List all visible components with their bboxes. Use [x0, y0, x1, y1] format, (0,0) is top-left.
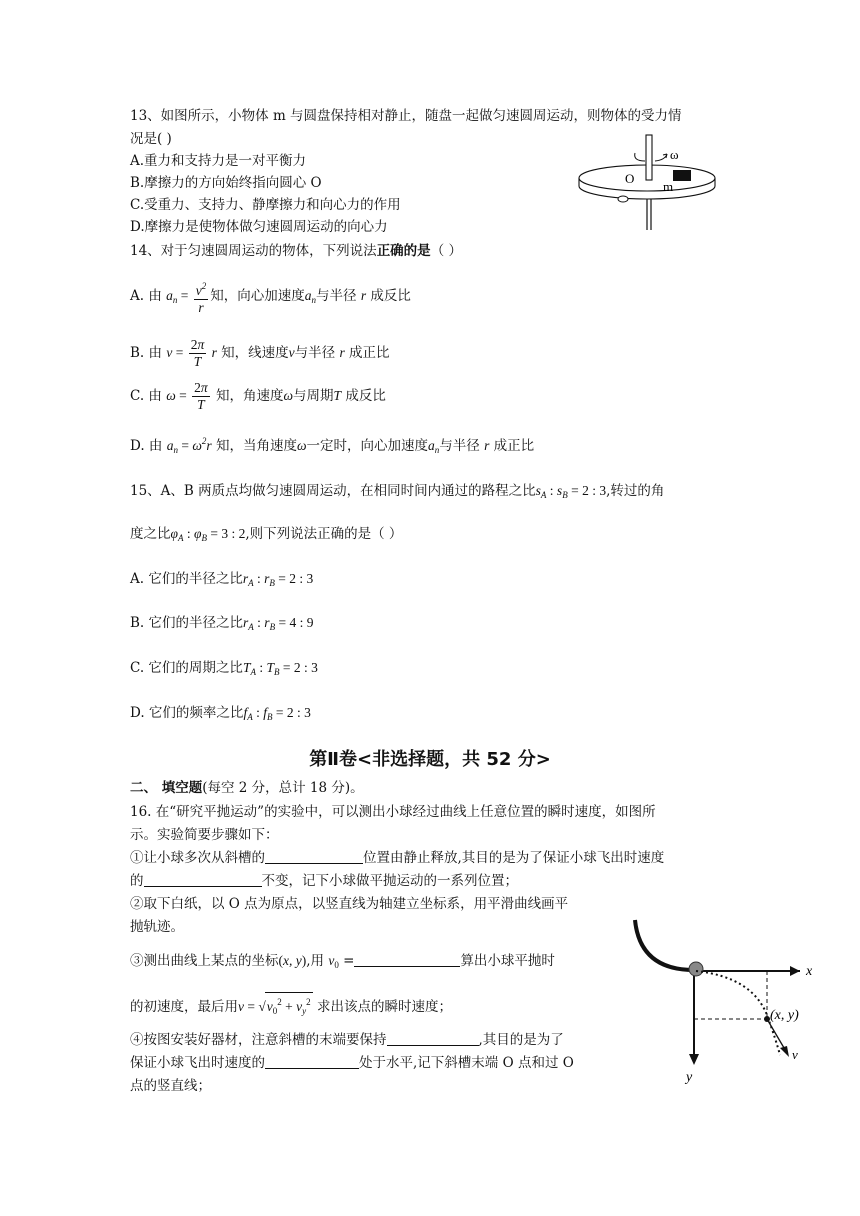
q15-stem-tail2: ,则下列说法正确的是（ ）: [245, 526, 403, 542]
q13-stem-line2: 况是( ): [130, 131, 172, 147]
section2-subtitle: [130, 779, 364, 797]
q14-a-text1: 知，向心加速度: [210, 288, 305, 304]
q14-option-c: [130, 376, 386, 416]
q14-b-text1: 知，线速度: [221, 345, 289, 361]
q15-option-b: [130, 614, 313, 636]
q14-a-var-r: r: [360, 288, 367, 303]
section2-sub-rest: (每空 2 分，总计 18 分)。: [202, 780, 364, 796]
q14-d-var-r: r: [484, 438, 490, 453]
q14-b-prefix: B. 由: [130, 345, 163, 361]
q14-b-var-r: r: [339, 345, 345, 360]
q13-stem-line1: 13、如图所示，小物体 m 与圆盘保持相对静止，随盘一起做匀速圆周运动，则物体的受力情: [130, 108, 682, 124]
q15-b-ratio: $r_A$ : $r_B = 4$ : 9: [243, 615, 314, 632]
q13-disk-figure: [575, 133, 720, 233]
q14-c-var-omega: ω: [283, 388, 294, 403]
q14-stem: [130, 242, 462, 260]
q14-a-text2: 与半径: [316, 288, 357, 304]
q16-blank-4[interactable]: [387, 1031, 479, 1046]
q15-c-ratio: $T_A$ : $T_B = 2$ : 3: [242, 660, 318, 677]
q14-stem-paren: （ ）: [430, 243, 462, 259]
velocity-arrow-icon: [780, 1046, 789, 1057]
q15-phi-ratio: $\varphi_A$ : $\varphi_B = 3$ : 2: [170, 526, 246, 543]
q13-option-a: A.重力和支持力是一对平衡力: [130, 153, 307, 169]
q16-v-label: v: [792, 1047, 798, 1062]
q16-point-label: (x, y): [770, 1008, 799, 1023]
q14-option-d: [130, 432, 534, 459]
q13-option-b: B.摩擦力的方向始终指向圆心 O: [130, 175, 322, 191]
q14-b-text2: 与半径: [294, 345, 336, 361]
q16-line1: 16. 在“研究平抛运动”的实验中，可以测出小球经过曲线上任意位置的瞬时速度，如图所: [130, 804, 656, 820]
q14-c-text3: 成反比: [345, 388, 386, 404]
q14-option-a: [130, 276, 411, 320]
q15-stem-line1: [130, 482, 664, 504]
q14-c-var-t: T: [333, 388, 342, 403]
q14-b-text3: 成正比: [349, 345, 390, 361]
q15-d-text: D. 它们的频率之比: [130, 705, 244, 721]
q14-c-text1: 知，角速度: [215, 388, 284, 404]
q14-d-text4: 成正比: [493, 438, 535, 454]
q16-line2: 示。实验简要步骤如下：: [130, 827, 279, 843]
q15-stem-tail1: ,转过的角: [606, 483, 665, 499]
q15-option-d: [130, 704, 311, 726]
q14-option-b: [130, 333, 390, 373]
q14-d-var-omega: ω: [296, 438, 307, 453]
q13-mass-label: m: [663, 179, 674, 194]
q16-x-label: x: [806, 964, 813, 979]
q16-step1-line2: 的 不变，记下小球做平抛运动的一系列位置；: [130, 873, 518, 889]
q16-ball: [689, 962, 703, 976]
q15-s-ratio: $s_A$ : $s_B = 2$ : 3: [535, 483, 607, 500]
q14-d-var-an: $a_n$: [428, 438, 440, 455]
q13-center-label: O: [625, 171, 635, 186]
q16-blank-2[interactable]: [144, 872, 262, 887]
q15-b-text: B. 它们的半径之比: [130, 615, 244, 631]
q14-d-text1: 知，当角速度: [215, 438, 297, 454]
q15-stem-line2: [130, 525, 402, 547]
q15-c-text: C. 它们的周期之比: [130, 660, 243, 676]
q16-blank-5[interactable]: [265, 1054, 359, 1069]
y-axis-arrow-icon: [689, 1054, 699, 1065]
q16-trajectory-figure: [630, 915, 820, 1085]
q14-d-text3: 与半径: [439, 438, 480, 454]
q14-a-formula: $a_n$ = $\frac{v^2}{r}$: [166, 288, 210, 303]
q14-b-formula: v = $\frac{2\pi}{T}$ r: [166, 337, 217, 370]
q16-y-label: y: [686, 1070, 693, 1085]
q14-a-text3: 成反比: [370, 288, 411, 304]
q16-step4-line1: ④按图安装好器材，注意斜槽的末端要保持 ,其目的是为了: [130, 1032, 564, 1048]
q14-d-text2: 一定时，向心加速度: [306, 438, 429, 454]
q16-step1-line1: ①让小球多次从斜槽的 位置由静止释放,其目的是为了保证小球飞出时速度: [130, 850, 665, 866]
q16-blank-3[interactable]: [354, 952, 460, 967]
q15-option-a: [130, 570, 313, 592]
q14-a-prefix: A. 由: [130, 288, 162, 304]
q14-stem-bold: 正确的是: [376, 243, 431, 259]
section2-sub-bold: 二、 填空题: [130, 780, 203, 796]
q13-option-c: C.受重力、支持力、静摩擦力和向心力的作用: [130, 197, 401, 213]
q16-step2-line1: ②取下白纸，以 O 点为原点，以竖直线为轴建立坐标系，用平滑曲线画平: [130, 896, 569, 912]
q15-stem-text1: 15、A、B 两质点均做匀速圆周运动，在相同时间内通过的路程之比: [130, 483, 536, 499]
q14-b-var-v: v: [288, 345, 295, 360]
q15-option-c: [130, 659, 318, 681]
q16-step2-line2: 抛轨迹。: [130, 919, 184, 935]
q16-step4-line3: 点的竖直线；: [130, 1078, 211, 1094]
q14-d-prefix: D. 由: [130, 438, 163, 454]
q16-step3-line2: 的初速度，最后用$v = √v_0^2 + v_y^2$ 求出该点的瞬时速度；: [130, 992, 452, 1020]
q13-block-m: [673, 170, 691, 181]
q14-d-formula: $a_n = \omega^2r$: [166, 436, 212, 455]
q13-option-d: D.摩擦力是使物体做匀速圆周运动的向心力: [130, 219, 388, 235]
q15-a-text: A. 它们的半径之比: [130, 571, 243, 587]
q16-step4-line2: 保证小球飞出时速度的 处于水平,记下斜槽末端 O 点和过 O: [130, 1055, 574, 1071]
q14-stem-text: 14、对于匀速圆周运动的物体，下列说法: [130, 243, 377, 259]
q15-d-ratio: $f_A$ : $f_B = 2$ : 3: [243, 705, 311, 722]
q14-c-text2: 与周期: [293, 388, 334, 404]
q16-step3-line1: ③测出曲线上某点的坐标(x, y),用 $v_0$ = 算出小球平抛时: [130, 953, 555, 970]
q14-c-formula: ω = $\frac{2\pi}{T}$: [166, 380, 208, 413]
q15-a-ratio: $r_A$ : $r_B = 2$ : 3: [242, 571, 314, 588]
q14-c-prefix: C. 由: [130, 388, 162, 404]
section2-title: 第Ⅱ卷<非选择题，共 52 分>: [309, 749, 551, 770]
q16-blank-1[interactable]: [265, 849, 363, 864]
q16-speed-formula: $v = √v_0^2 + v_y^2$: [238, 999, 313, 1014]
q15-stem-text2: 度之比: [130, 526, 171, 542]
q14-a-var-an: $a_n$: [304, 288, 317, 305]
q13-omega-label: ω: [670, 147, 679, 162]
x-axis-arrow-icon: [790, 966, 800, 976]
